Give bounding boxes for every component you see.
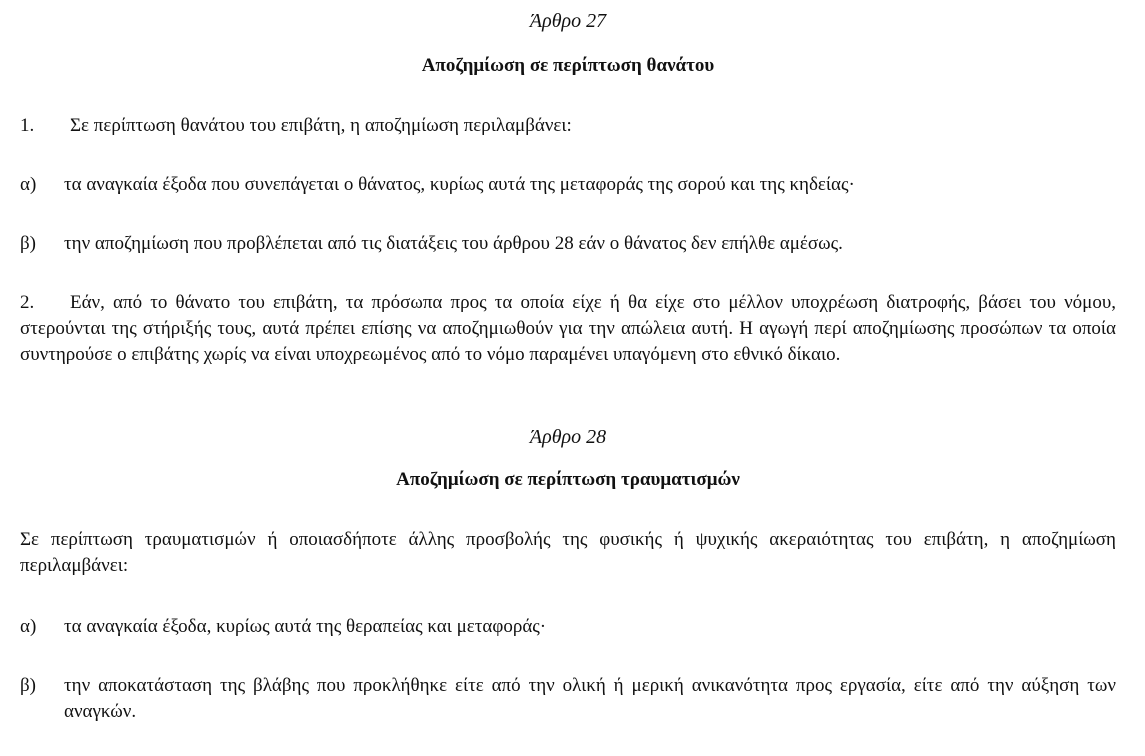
article-27-paragraph-1 — [20, 113, 1116, 139]
paragraph-number: 1. — [20, 115, 35, 136]
item-marker: α) — [20, 174, 37, 195]
article-28-item-b — [20, 673, 1116, 725]
paragraph-number: 2. — [20, 292, 35, 313]
item-marker: β) — [20, 233, 36, 254]
article-28-intro: Σε περίπτωση τραυματισμών ή οποιασδήποτε άλλης προσβολής της φυσικής ή ψυχικής ακεραιότητας του επιβάτη, η αποζημίωση περιλαμβάνει: — [20, 529, 1116, 576]
article-28-item-a — [20, 614, 1116, 640]
item-text: την αποκατάσταση της βλάβης που προκλήθηκε είτε από την ολική ή μερική ανικανότητα προς εργασία, είτε από την αύξηση των αναγκών. — [64, 675, 1116, 722]
article-27-item-a — [20, 172, 1116, 198]
article-27-item-b — [20, 231, 1116, 257]
item-marker: β) — [20, 675, 36, 696]
article-27-title: Αποζημίωση σε περίπτωση θανάτου — [421, 55, 715, 76]
article-28-title: Αποζημίωση σε περίπτωση τραυματισμών — [396, 469, 740, 490]
item-text: τα αναγκαία έξοδα που συνεπάγεται ο θάνατος, κυρίως αυτά της μεταφοράς της σορού και της κηδείας· — [64, 174, 855, 195]
item-marker: α) — [20, 616, 37, 637]
article-27-paragraph-2 — [20, 290, 1116, 368]
paragraph-text: Εάν, από το θάνατο του επιβάτη, τα πρόσωπα προς τα οποία είχε ή θα είχε στο μέλλον υποχρέωση διατροφής, βάσει του νόμου, στερούνται της στήριξής τους, αυτά πρέπει επίσης να αποζημιωθούν για την απώλεια αυτή. Η αγωγή περί αποζημίωσης προσώπων τα οποία συντηρούσε ο επιβάτης χωρίς να είναι υποχρεωμένος από το νόμο παραμένει υπαγόμενη στο εθνικό δίκαιο. — [20, 292, 1116, 365]
item-text: τα αναγκαία έξοδα, κυρίως αυτά της θεραπείας και μεταφοράς· — [64, 616, 547, 637]
article-27-number: Άρθρο 27 — [529, 10, 607, 32]
paragraph-text: Σε περίπτωση θανάτου του επιβάτη, η αποζημίωση περιλαμβάνει: — [70, 115, 572, 136]
article-28-number: Άρθρο 28 — [529, 426, 607, 448]
item-text: την αποζημίωση που προβλέπεται από τις διατάξεις του άρθρου 28 εάν ο θάνατος δεν επήλθε αμέσως. — [64, 233, 843, 254]
